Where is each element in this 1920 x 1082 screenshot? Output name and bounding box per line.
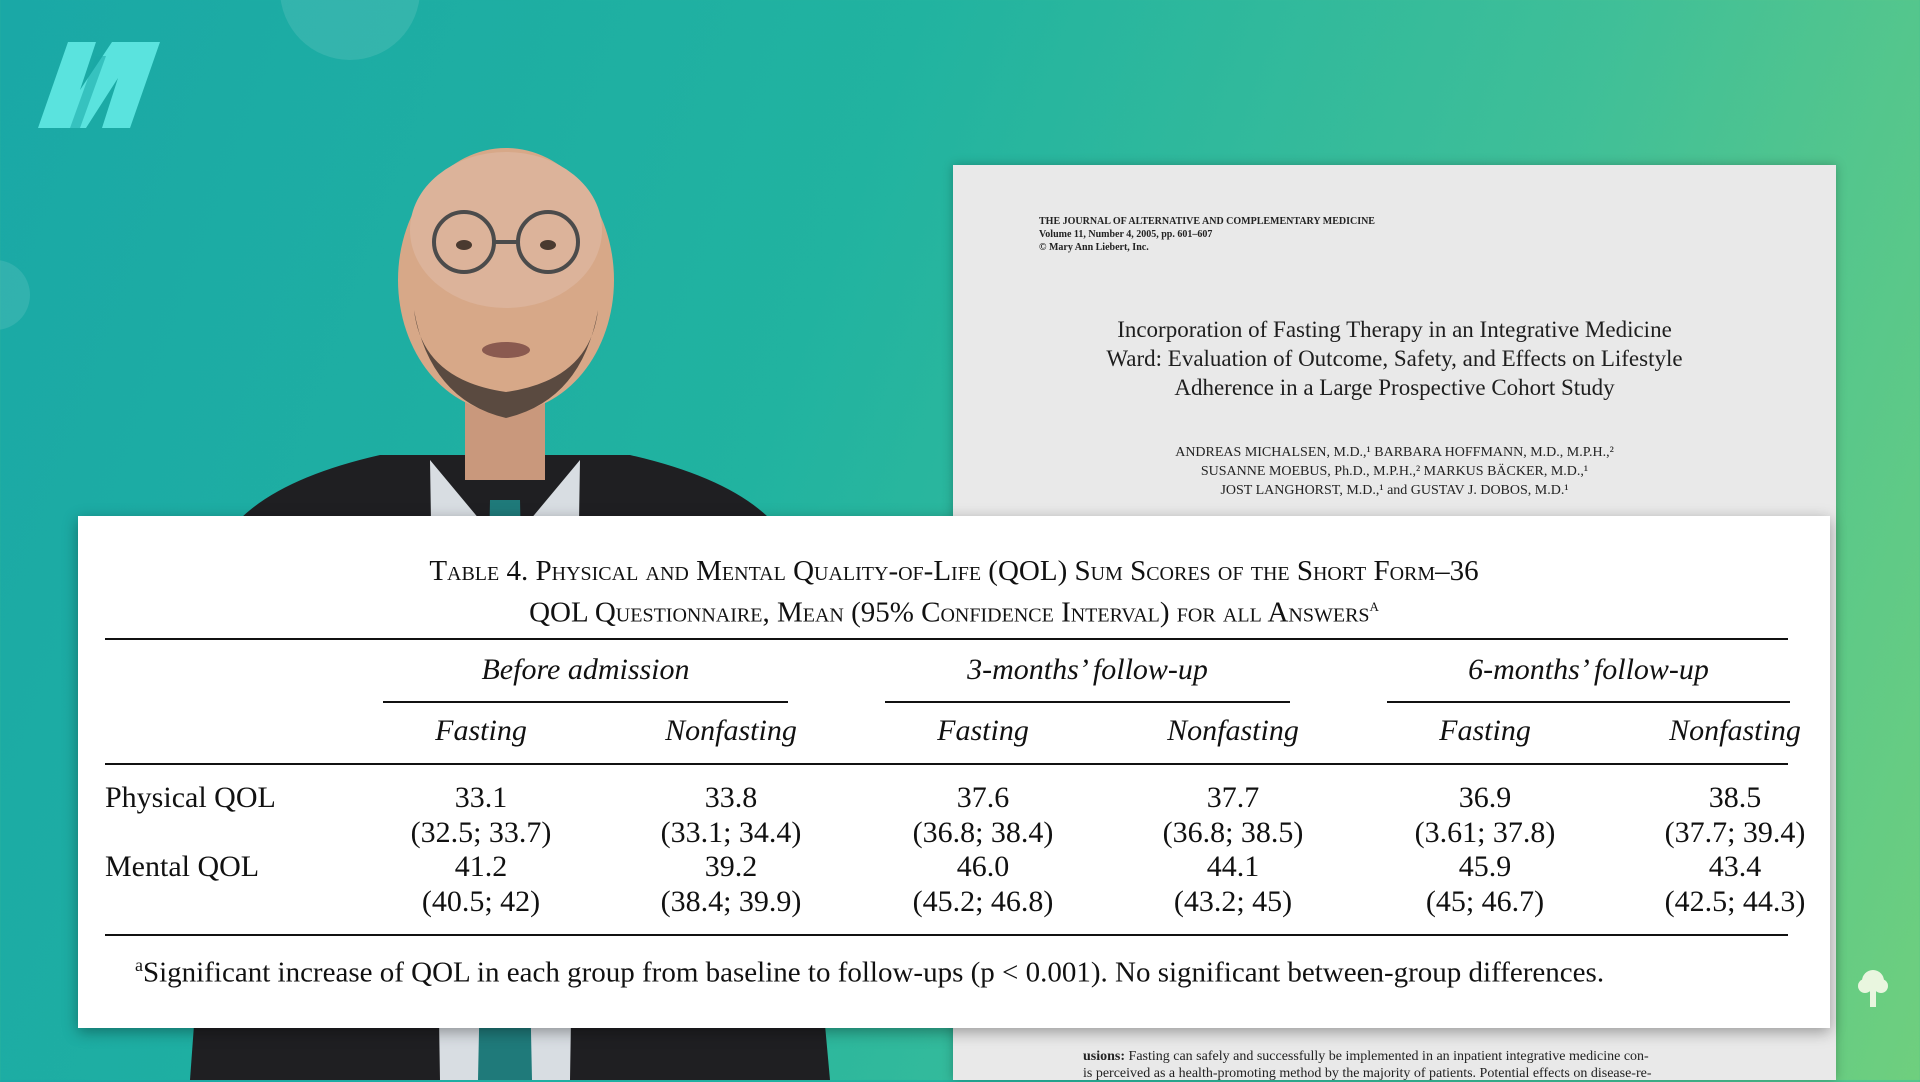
- conclusion-label: usions:: [1083, 1049, 1126, 1064]
- article-title-line: Incorporation of Fasting Therapy in an Integrative Medicine: [1117, 317, 1672, 342]
- table-cell-ci: (36.8; 38.5): [1162, 816, 1304, 849]
- table-cell-ci: (42.5; 44.3): [1664, 885, 1806, 918]
- group-header-6mo: 6-months’ follow-up: [1468, 653, 1709, 686]
- table-top-rule: [105, 638, 1788, 640]
- caption-footnote-marker: a: [1369, 595, 1379, 615]
- conclusion-line: Fasting can safely and successfully be implemented in an inpatient integrative medicine con-: [1125, 1049, 1649, 1064]
- table-cell-mean: 39.2: [704, 850, 758, 883]
- table-cell-mean: 46.0: [956, 850, 1010, 883]
- header-bottom-rule: [105, 763, 1788, 765]
- footnote-text: Significant increase of QOL in each group from baseline to follow-ups (p < 0.001). No significant between-group differences.: [143, 956, 1605, 989]
- group-header-before: Before admission: [481, 653, 690, 686]
- table-cell-ci: (45.2; 46.8): [912, 885, 1054, 918]
- table-caption-line: Table 4. Physical and Mental Quality-of-Life (QOL) Sum Scores of the Short Form–36: [429, 555, 1479, 587]
- article-title-line: Adherence in a Large Prospective Cohort Study: [1174, 375, 1615, 400]
- table-cell-mean: 37.7: [1206, 781, 1260, 814]
- table-cell-mean: 36.9: [1458, 781, 1512, 814]
- journal-volume: Volume 11, Number 4, 2005, pp. 601–607: [1039, 229, 1213, 240]
- journal-header: [1039, 215, 1375, 254]
- group-rule: [885, 701, 1290, 703]
- table-cell-mean: 33.8: [704, 781, 758, 814]
- table-caption: [78, 554, 1830, 630]
- footnote-marker: a: [135, 955, 143, 975]
- group-rule: [383, 701, 788, 703]
- table-cell-ci: (38.4; 39.9): [660, 885, 802, 918]
- table-cell-ci: (32.5; 33.7): [410, 816, 552, 849]
- table-cell-ci: (3.61; 37.8): [1414, 816, 1556, 849]
- journal-publisher: © Mary Ann Liebert, Inc.: [1039, 242, 1149, 253]
- table-bottom-rule: [105, 934, 1788, 936]
- author-line: ANDREAS MICHALSEN, M.D.,¹ BARBARA HOFFMANN, M.D., M.P.H.,²: [1175, 445, 1614, 460]
- table-cell-mean: 44.1: [1206, 850, 1260, 883]
- subheader-fasting: Fasting: [1439, 714, 1531, 747]
- subheader-fasting: Fasting: [435, 714, 527, 747]
- article-title: [1013, 315, 1776, 402]
- group-header-3mo: 3-months’ follow-up: [967, 653, 1208, 686]
- row-label-physical-qol: Physical QOL: [105, 781, 276, 814]
- article-conclusion-snippet: [1083, 1048, 1652, 1082]
- article-title-line: Ward: Evaluation of Outcome, Safety, and Effects on Lifestyle: [1106, 346, 1683, 371]
- table-footnote: [135, 948, 1604, 990]
- row-label-mental-qol: Mental QOL: [105, 850, 260, 883]
- subheader-nonfasting: Nonfasting: [1669, 714, 1801, 747]
- table-cell-ci: (33.1; 34.4): [660, 816, 802, 849]
- decorative-bubble: [0, 260, 30, 330]
- subheader-nonfasting: Nonfasting: [665, 714, 797, 747]
- qol-table-card: [78, 516, 1830, 1028]
- table-cell-ci: (37.7; 39.4): [1664, 816, 1806, 849]
- table-cell-mean: 37.6: [956, 781, 1010, 814]
- table-caption-line: QOL Questionnaire, Mean (95% Confidence Interval) for all Answers: [529, 596, 1370, 629]
- table-cell-ci: (43.2; 45): [1173, 885, 1293, 918]
- table-cell-mean: 43.4: [1708, 850, 1762, 883]
- group-rule: [1387, 701, 1790, 703]
- author-line: SUSANNE MOEBUS, Ph.D., M.P.H.,² MARKUS BÄCKER, M.D.,¹: [1200, 464, 1589, 479]
- subheader-fasting: Fasting: [937, 714, 1029, 747]
- article-authors: [1013, 443, 1776, 500]
- decorative-bubble: [280, 0, 420, 60]
- subheader-nonfasting: Nonfasting: [1167, 714, 1299, 747]
- conclusion-line: is perceived as a health-promoting method by the majority of patients. Potential effects on disease-re-: [1083, 1066, 1652, 1081]
- author-line: JOST LANGHORST, M.D.,¹ and GUSTAV J. DOBOS, M.D.¹: [1220, 483, 1569, 498]
- table-cell-ci: (40.5; 42): [421, 885, 541, 918]
- journal-name: THE JOURNAL OF ALTERNATIVE AND COMPLEMENTARY MEDICINE: [1039, 216, 1375, 227]
- table-cell-ci: (45; 46.7): [1425, 885, 1545, 918]
- table-cell-mean: 45.9: [1458, 850, 1512, 883]
- table-cell-mean: 41.2: [454, 850, 508, 883]
- tree-icon: [1856, 968, 1890, 1008]
- table-cell-mean: 38.5: [1708, 781, 1762, 814]
- table-cell-ci: (36.8; 38.4): [912, 816, 1054, 849]
- table-cell-mean: 33.1: [454, 781, 508, 814]
